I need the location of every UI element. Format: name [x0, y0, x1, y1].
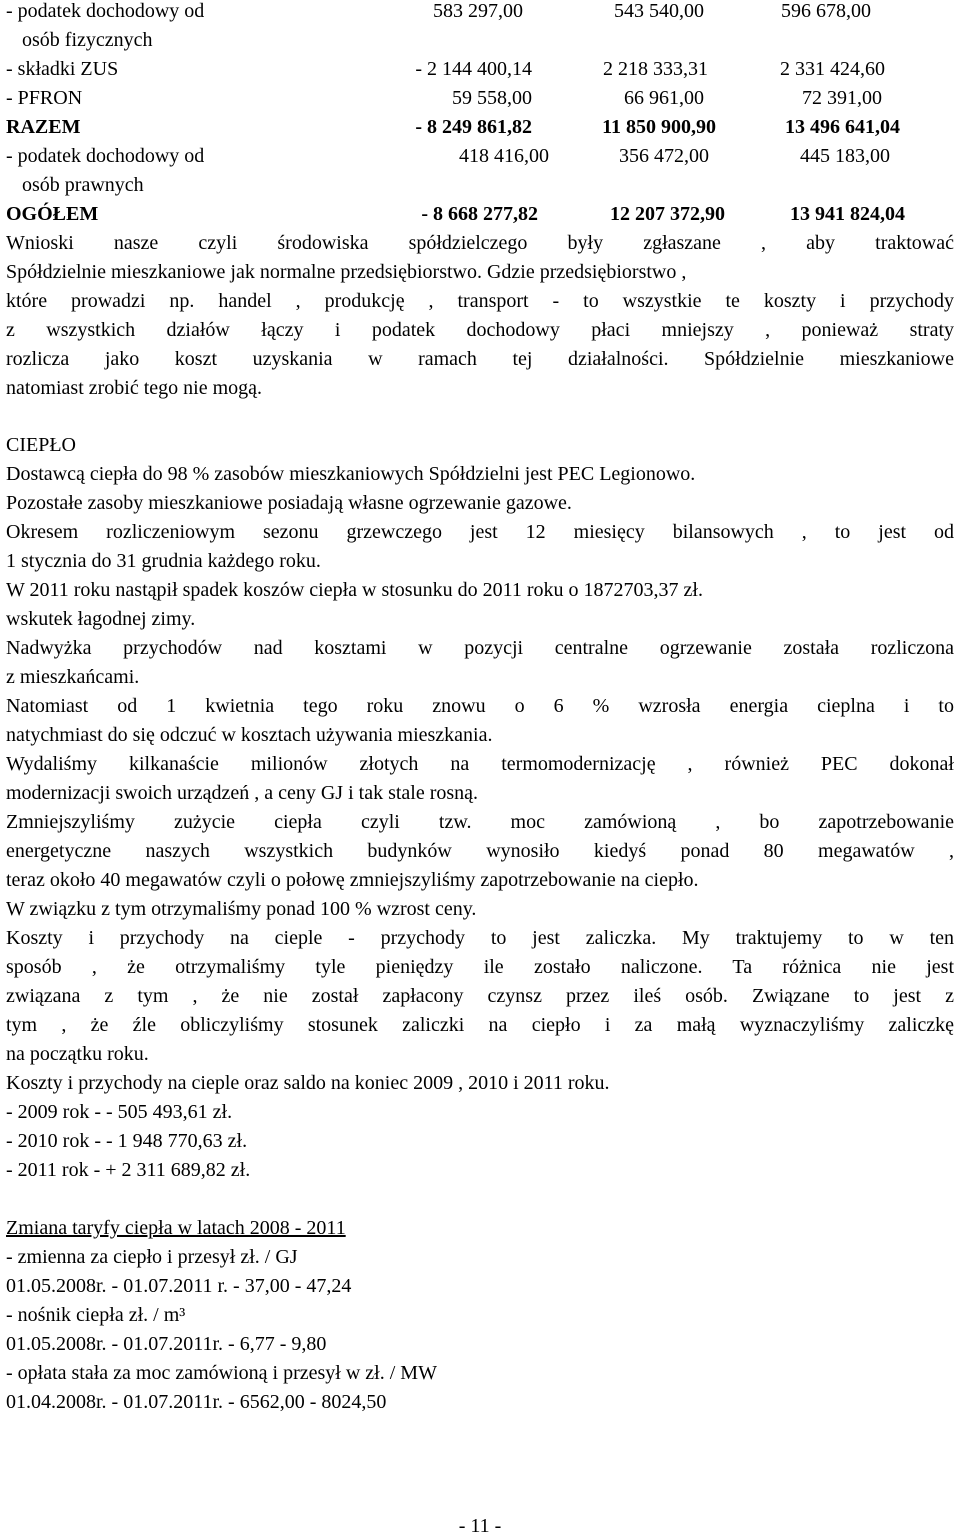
- text-line: energetyczne naszych wszystkich budynków wynosiło kiedyś ponad 80 megawatów ,: [6, 840, 954, 862]
- value-col-2: 66 961,00: [624, 87, 704, 109]
- row-label: - składki ZUS: [6, 58, 119, 80]
- value-col-3: 596 678,00: [781, 0, 871, 22]
- value-col-2: 356 472,00: [619, 145, 709, 167]
- text-line: z mieszkańcami.: [6, 666, 140, 688]
- text-line: 01.05.2008r. - 01.07.2011 r. - 37,00 - 47,24: [6, 1275, 352, 1297]
- section-heading: CIEPŁO: [6, 434, 76, 456]
- text-line: Wnioski nasze czyli środowiska spółdzielczego były zgłaszane , aby traktować: [6, 232, 954, 254]
- text-line: Natomiast od 1 kwietnia tego roku znowu o 6 % wzrosła energia cieplna i to: [6, 695, 954, 717]
- text-line: 01.05.2008r. - 01.07.2011r. - 6,77 - 9,80: [6, 1333, 327, 1355]
- value-col-1: - 2 144 400,14: [415, 58, 532, 80]
- text-line: - nośnik ciepła zł. / m³: [6, 1304, 186, 1326]
- text-line: Koszty i przychody na cieple - przychody to jest zaliczka. My traktujemy to w ten: [6, 927, 954, 949]
- tariff-heading: Zmiana taryfy ciepła w latach 2008 - 2011: [6, 1217, 346, 1239]
- text-line: natychmiast do się odczuć w kosztach używania mieszkania.: [6, 724, 493, 746]
- row-label: - podatek dochodowy od: [6, 0, 205, 22]
- row-label: OGÓŁEM: [6, 203, 99, 225]
- text-line: związana z tym , że nie został zapłacony czynsz przez ileś osób. Związane to jest z: [6, 985, 954, 1007]
- text-line: teraz około 40 megawatów czyli o połowę zmniejszyliśmy zapotrzebowanie na ciepło.: [6, 869, 699, 891]
- text-line: - opłata stała za moc zamówioną i przesył w zł. / MW: [6, 1362, 437, 1384]
- row-label: osób prawnych: [22, 174, 144, 196]
- value-col-3: 13 496 641,04: [785, 116, 900, 138]
- value-col-1: - 8 249 861,82: [415, 116, 532, 138]
- text-line: na początku roku.: [6, 1043, 149, 1065]
- value-col-2: 11 850 900,90: [602, 116, 716, 138]
- text-line: Nadwyżka przychodów nad kosztami w pozycji centralne ogrzewanie została rozliczona: [6, 637, 954, 659]
- row-label: - podatek dochodowy od: [6, 145, 205, 167]
- text-line: 1 stycznia do 31 grudnia każdego roku.: [6, 550, 321, 572]
- value-col-1: - 8 668 277,82: [421, 203, 538, 225]
- text-line: sposób , że otrzymaliśmy tyle pieniędzy ile zostało naliczone. Ta różnica nie jest: [6, 956, 954, 978]
- text-line: Okresem rozliczeniowym sezonu grzewczego jest 12 miesięcy bilansowych , to jest od: [6, 521, 954, 543]
- text-line: Pozostałe zasoby mieszkaniowe posiadają własne ogrzewanie gazowe.: [6, 492, 572, 514]
- value-col-3: 72 391,00: [802, 87, 882, 109]
- text-line: Koszty i przychody na cieple oraz saldo na koniec 2009 , 2010 i 2011 roku.: [6, 1072, 610, 1094]
- text-line: Dostawcą ciepła do 98 % zasobów mieszkaniowych Spółdzielni jest PEC Legionowo.: [6, 463, 696, 485]
- row-label: RAZEM: [6, 116, 81, 138]
- value-col-1: 59 558,00: [452, 87, 532, 109]
- row-label: - PFRON: [6, 87, 83, 109]
- value-col-3: 445 183,00: [800, 145, 890, 167]
- value-col-2: 12 207 372,90: [610, 203, 725, 225]
- text-line: - 2011 rok - + 2 311 689,82 zł.: [6, 1159, 251, 1181]
- row-label: osób fizycznych: [22, 29, 153, 51]
- text-line: W związku z tym otrzymaliśmy ponad 100 % wzrost ceny.: [6, 898, 477, 920]
- text-line: modernizacji swoich urządzeń , a ceny GJ i tak stale rosną.: [6, 782, 479, 804]
- text-line: z wszystkich działów łączy i podatek dochodowy płaci mniejszy , ponieważ straty: [6, 319, 954, 341]
- text-line: - 2009 rok - - 505 493,61 zł.: [6, 1101, 233, 1123]
- value-col-1: 418 416,00: [459, 145, 549, 167]
- text-line: 01.04.2008r. - 01.07.2011r. - 6562,00 - 8024,50: [6, 1391, 387, 1413]
- text-line: tym , że źle obliczyliśmy stosunek zaliczki na ciepło i za małą wyznaczyliśmy zaliczkę: [6, 1014, 954, 1036]
- page-number: - 11 -: [458, 1515, 502, 1537]
- text-line: natomiast zrobić tego nie mogą.: [6, 377, 263, 399]
- text-line: Spółdzielnie mieszkaniowe jak normalne przedsiębiorstwo. Gdzie przedsiębiorstwo ,: [6, 261, 687, 283]
- value-col-3: 2 331 424,60: [780, 58, 885, 80]
- text-line: Wydaliśmy kilkanaście milionów złotych na termomodernizację , również PEC dokonał: [6, 753, 954, 775]
- text-line: - zmienna za ciepło i przesył zł. / GJ: [6, 1246, 298, 1268]
- text-line: rozlicza jako koszt uzyskania w ramach tej działalności. Spółdzielnie mieszkaniowe: [6, 348, 954, 370]
- text-line: W 2011 roku nastąpił spadek koszów ciepła w stosunku do 2011 roku o 1872703,37 zł.: [6, 579, 703, 601]
- value-col-2: 2 218 333,31: [603, 58, 708, 80]
- text-line: wskutek łagodnej zimy.: [6, 608, 196, 630]
- value-col-1: 583 297,00: [433, 0, 523, 22]
- text-line: Zmniejszyliśmy zużycie ciepła czyli tzw. moc zamówioną , bo zapotrzebowanie: [6, 811, 954, 833]
- value-col-3: 13 941 824,04: [790, 203, 905, 225]
- text-line: - 2010 rok - - 1 948 770,63 zł.: [6, 1130, 248, 1152]
- text-line: które prowadzi np. handel , produkcję , transport - to wszystkie te koszty i przychody: [6, 290, 954, 312]
- value-col-2: 543 540,00: [614, 0, 704, 22]
